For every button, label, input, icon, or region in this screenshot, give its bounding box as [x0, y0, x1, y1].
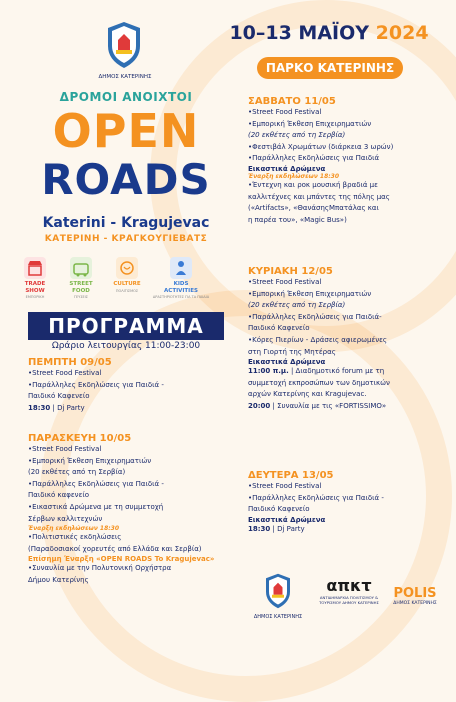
list-item: •Πολιτιστικές εκδηλώσεις — [28, 533, 122, 542]
municipality-emblem-icon — [104, 20, 144, 70]
list-item: καλλιτέχνες και μπάντες της πόλης μας — [248, 192, 390, 201]
culture-icon — [116, 257, 138, 279]
day-title: ΔΕΥΤΕΡΑ 13/05 — [248, 470, 334, 481]
dj-party-line: 18:30 | Dj Party — [248, 524, 305, 533]
dj-party-line: 18:30 | Dj Party — [28, 403, 85, 412]
municipality-emblem-icon — [263, 572, 293, 610]
list-item: •Φεστιβάλ Χρωμάτων (διάρκεια 3 ωρών) — [248, 142, 394, 151]
category-street-food: STREET FOOD ΓΕΥΣΕΙΣ — [58, 257, 104, 299]
list-item: (20 εκθέτες από τη Σερβία) — [28, 468, 126, 477]
list-item: •Εμπορική Έκθεση Επιχειρηματιών — [28, 456, 152, 465]
list-item: •Έντεχνη και ροκ μουσική βραδιά με — [248, 180, 378, 189]
programme-title: ΠΡΟΓΡΑΜΜΑ — [28, 312, 224, 340]
tagline: ΔΡΟΜΟΙ ΑΝΟΙΧΤΟΙ — [59, 90, 193, 104]
list-item: •Συναυλία με την Πολυτονική Ορχήστρα — [28, 564, 172, 573]
list-item: Παιδικό καφενείο — [28, 491, 90, 500]
venue-badge: ΠΑΡΚΟ ΚΑΤΕΡΙΝΗΣ — [257, 57, 403, 79]
event-dates: 10–13 ΜΑΪΟΥ 2024 — [229, 22, 429, 44]
logo-open: OPEN — [52, 104, 200, 158]
list-item: Δήμου Κατερίνης — [28, 575, 89, 584]
day-title: ΚΥΡΙΑΚΗ 12/05 — [248, 266, 333, 277]
day-title: ΣΑΒΒΑΤΟ 11/05 — [248, 96, 336, 107]
list-item: Παιδικό Καφενείο — [248, 505, 310, 514]
list-item: •Street Food Festival — [248, 278, 322, 286]
day-sunday — [248, 266, 448, 413]
cities-latin: Katerini - Kragujevac — [42, 215, 210, 231]
footer-culture-logo: απκτ ΑΝΤΙΔΗΜΑΡΧΙΑ ΠΟΛΙΤΙΣΜΟΥ & ΤΟΥΡΙΣΜΟΥ ΔΗΜΟΥ ΚΑΤΕΡΙΝΗΣ — [319, 576, 379, 605]
category-trade-show: TRADE SHOW ΕΜΠΟΡΙΚΗ — [12, 257, 58, 299]
list-item: •Street Food Festival — [248, 108, 322, 116]
shop-icon — [24, 257, 46, 279]
footer-polis-logo: POLIS ΔΗΜΟΣ ΚΑΤΕΡΙΝΗΣ — [393, 586, 437, 606]
official-opening: Επίσημη Έναρξη «OPEN ROADS To Kragujevac» — [28, 555, 215, 564]
start-note: Έναρξη εκδηλώσεων 18:30 — [248, 172, 339, 180]
list-item: η παρέα του», «Magic Bus») — [248, 215, 347, 224]
concert-line: 20:00 | Συναυλία με τις «FORTISSIMO» — [248, 401, 387, 410]
list-item: στη Γιορτή της Μητέρας — [248, 347, 336, 356]
cities-greek: ΚΑΤΕΡΙΝΗ - ΚΡΑΓΚΟΥΓΙΕΒΑΤΣ — [44, 234, 208, 244]
list-item: Παιδικό Καφενείο — [248, 324, 310, 333]
list-item: («Artifacts», «ΘανάσηςΜπατάλας και — [248, 204, 379, 213]
footer-municipality-logo: ΔΗΜΟΣ ΚΑΤΕΡΙΝΗΣ — [248, 572, 308, 620]
list-item: •Παράλληλες Εκδηλώσεις για Παιδιά - — [248, 493, 384, 502]
day-saturday — [248, 96, 448, 226]
forum-line: 11:00 π.μ. | Διαδημοτικό forum με τη — [248, 367, 385, 376]
opening-hours: Ωράριο λειτουργίας 11:00-23:00 — [51, 341, 201, 351]
day-monday — [248, 470, 448, 535]
list-item: Σέρβων καλλιτεχνών — [28, 514, 103, 523]
art-title: Εικαστικά Δρώμενα — [248, 358, 326, 367]
category-kids-activities: KIDS ACTIVITIES ΔΡΑΣΤΗΡΙΟΤΗΤΕΣ ΓΙΑ ΤΑ ΠΑΙΔΙΑ — [152, 257, 210, 299]
day-thursday — [28, 357, 228, 414]
list-item: •Παράλληλες Εκδηλώσεις για Παιδιά — [248, 154, 380, 163]
day-friday — [28, 433, 228, 587]
logo-roads: ROADS — [41, 155, 211, 204]
list-item: •Εμπορική Έκθεση Επιχειρηματιών — [248, 289, 372, 298]
list-item: •Street Food Festival — [28, 445, 102, 453]
list-item: •Παράλληλες Εκδηλώσεις για Παιδιά - — [28, 479, 164, 488]
list-item: •Εμπορική Έκθεση Επιχειρηματιών — [248, 119, 372, 128]
category-culture: CULTURE ΠΟΛΙΤΙΣΜΟΣ — [104, 257, 150, 293]
list-item: •Κόρες Πιερίων - Δράσεις αφιερωμένες — [248, 335, 388, 344]
list-item: συμμετοχή εκπροσώπων των δημοτικών — [248, 378, 390, 387]
list-item: •Street Food Festival — [248, 482, 322, 490]
list-item: (20 εκθέτες από τη Σερβία) — [248, 131, 346, 140]
day-title: ΠΕΜΠΤΗ 09/05 — [28, 357, 112, 368]
list-item: (20 εκθέτες από τη Σερβία) — [248, 301, 346, 310]
art-title: Εικαστικά Δρώμενα — [248, 515, 326, 524]
day-title: ΠΑΡΑΣΚΕΥΗ 10/05 — [28, 433, 132, 444]
list-item: •Street Food Festival — [28, 369, 102, 377]
list-item: •Παράλληλες Εκδηλώσεις για Παιδιά - — [28, 380, 164, 389]
kids-icon — [170, 257, 192, 279]
start-note: Έναρξη εκδηλώσεων 18:30 — [28, 525, 119, 533]
list-item: Παιδικό Καφενείο — [28, 392, 90, 401]
list-item: •Παράλληλες Εκδηλώσεις για Παιδιά- — [248, 312, 382, 321]
list-item: •Εικαστικά Δρώμενα με τη συμμετοχή — [28, 502, 164, 511]
art-title: Εικαστικά Δρώμενα — [248, 164, 326, 173]
list-item: αρχών Κατερίνης και Kragujevac. — [248, 390, 367, 399]
list-item: (Παραδοσιακοί χορευτές από Ελλάδα και Σερβία) — [28, 544, 202, 553]
food-icon — [70, 257, 92, 279]
municipality-label: ΔΗΜΟΣ ΚΑΤΕΡΙΝΗΣ — [98, 74, 152, 80]
